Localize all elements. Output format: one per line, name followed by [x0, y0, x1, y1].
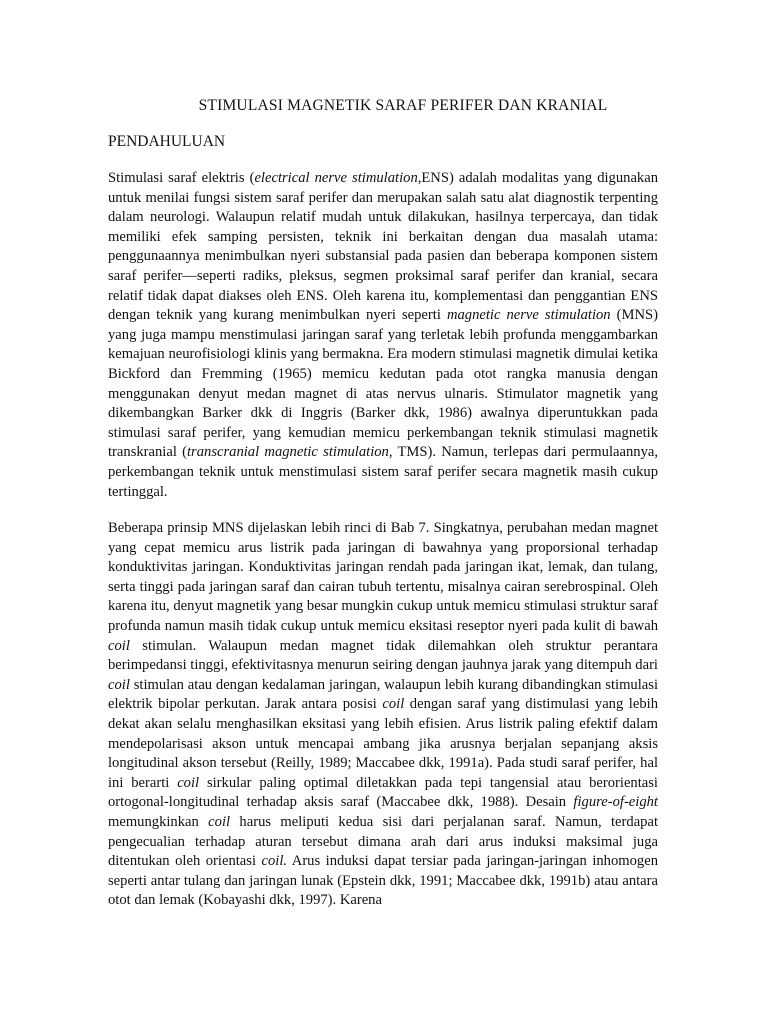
italic-term: magnetic nerve stimulation — [446, 307, 611, 324]
paragraph-text: TMS). Namun, terlepas dari permulaannya, perkembangan teknik untuk menstimulasi sistem saraf perifer secara magnetik masih cukup tertinggal. — [108, 444, 658, 500]
document-page — [108, 96, 658, 928]
paragraph-text: Arus induksi dapat tersiar pada jaringan-jaringan inhomogen seperti antar tulang dan jaringan lunak (Epstein dkk, 1991; Maccabee dkk, 1991b) atau antara otot dan lemak (Kobayashi dkk, 1997). Karena — [108, 853, 658, 909]
paragraph-text: sirkular paling optimal diletakkan pada tepi tangensial atau berorientasi ortogonal-longitudinal terhadap aksis saraf (Maccabee dkk, 1988). Desain — [108, 774, 658, 811]
body-paragraph — [108, 169, 658, 502]
italic-term: coil — [108, 637, 130, 654]
body-paragraph — [108, 519, 658, 911]
paragraph-text: dengan saraf yang distimulasi yang lebih dekat akan selalu menghasilkan eksitasi yang lebih efisien. Arus listrik paling efektif dalam mendepolarisasi akson untuk mencapai ambang jika arusnya berjalan sepanjang aksis longitudinal akson tersebut (Reilly, 1989; Maccabee dkk, 1991a). Pada studi saraf perifer, hal ini berarti — [108, 696, 658, 791]
document-title: STIMULASI MAGNETIK SARAF PERIFER DAN KRANIAL — [198, 97, 608, 114]
italic-term: transcranial magnetic stimulation, — [187, 444, 393, 461]
paragraph-text: stimulan atau dengan kedalaman jaringan, walaupun lebih kurang dibandingkan stimulasi elektrik bipolar perkutan. Jarak antara posisi — [108, 676, 658, 713]
paragraph-text: Beberapa prinsip MNS dijelaskan lebih rinci di Bab 7. Singkatnya, perubahan medan magnet yang cepat memicu arus listrik pada jaringan di bawahnya yang proporsional terhadap konduktivitas jaringan. Konduktivitas jaringan rendah pada jaringan ikat, lemak, dan tulang, serta tinggi pada jaringan saraf dan cairan tubuh tertentu, misalnya cairan serebrospinal. Oleh karena itu, denyut magnetik yang besar mungkin cukup untuk memicu stimulasi struktur saraf profunda namun masih tidak cukup untuk memicu eksitasi reseptor nyeri pada kulit di bawah — [108, 520, 658, 635]
paragraph-text: Stimulasi saraf elektris ( — [108, 170, 255, 186]
italic-term: coil — [177, 774, 200, 791]
section-heading: PENDAHULUAN — [108, 133, 226, 150]
italic-term: coil — [208, 814, 231, 830]
paragraph-text: harus meliputi kedua sisi dari perjalanan saraf. Namun, terdapat pengecualian terhadap aturan tersebut dimana arah dari arus induksi maksimal juga ditentukan oleh orientasi — [108, 814, 658, 870]
italic-term: coil. — [261, 853, 288, 870]
paragraph-text: (MNS) yang juga mampu menstimulasi jaringan saraf yang terletak lebih profunda menggambarkan kemajuan neurofisiologi klinis yang bermakna. Era modern stimulasi magnetik dimulai ketika Bickford dan Fremming (1965) memicu kedutan pada otot rangka manusia dengan menggunakan denyut medan magnet di atas nervus ulnaris. Stimulator magnetik yang dikembangkan Barker dkk di Inggris (Barker dkk, 1986) awalnya diperuntukkan pada stimulasi saraf perifer, yang kemudian memicu perkembangan teknik stimulasi magnetik transkranial ( — [108, 307, 658, 461]
paragraph-text: stimulan. Walaupun medan magnet tidak dilemahkan oleh struktur perantara berimpedansi tinggi, efektivitasnya menurun seiring dengan jauhnya jarak yang ditempuh dari — [108, 637, 658, 674]
paragraph-text: ENS) adalah modalitas yang digunakan untuk menilai fungsi sistem saraf perifer dan merupakan salah satu alat diagnostik terpenting dalam neurologi. Walaupun relatif mudah untuk dilakukan, hasilnya terpercaya, dan tidak memiliki efek samping persisten, teknik ini berkaitan dengan dua masalah utama: penggunaannya menimbulkan nyeri substansial pada pasien dan beberapa komponen sistem saraf perifer—seperti radiks, pleksus, segmen proksimal saraf perifer dan kranial, secara relatif tidak dapat diakses oleh ENS. Oleh karena itu, komplementasi dan penggantian ENS dengan teknik yang kurang menimbulkan nyeri seperti — [108, 170, 658, 324]
italic-term: coil — [108, 676, 130, 693]
paragraph-text: memungkinkan — [108, 814, 209, 830]
italic-term: electrical nerve stimulation, — [254, 170, 422, 186]
italic-term: coil — [382, 696, 405, 713]
document-body — [108, 169, 658, 911]
italic-term: figure-of-eight — [573, 794, 658, 811]
